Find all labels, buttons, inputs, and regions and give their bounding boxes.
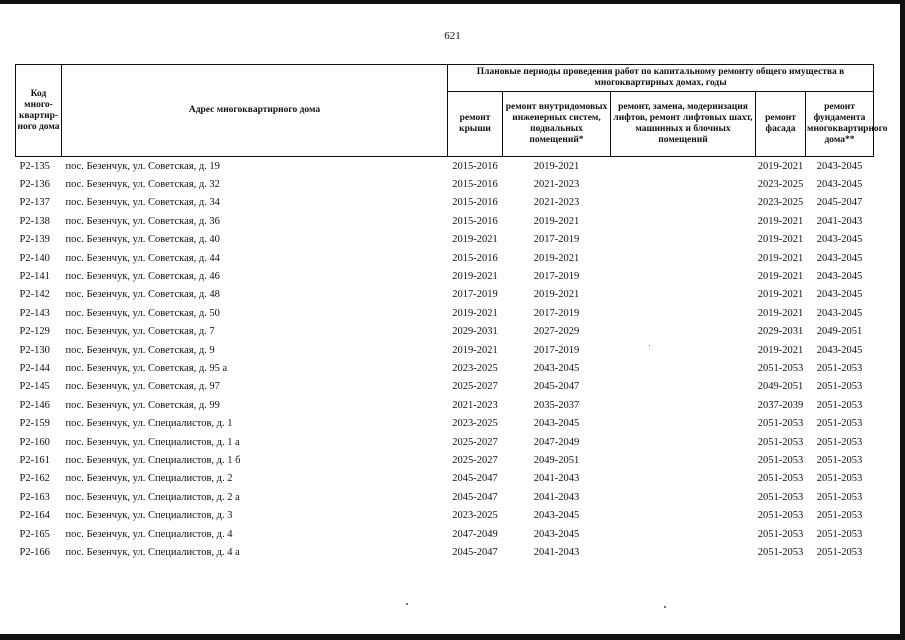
- table-row: [16, 470, 874, 488]
- table-row: [16, 286, 874, 304]
- cell-lifts: [611, 157, 756, 176]
- cell-roof: 2019-2021: [452, 234, 498, 246]
- cell-foundation: 2051-2053: [816, 381, 863, 393]
- cell-systems: 2043-2045: [533, 418, 580, 430]
- cell-address: пос. Безенчук, ул. Советская, д. 97: [65, 381, 220, 393]
- cell-lifts: [611, 433, 756, 451]
- cell-address: пос. Безенчук, ул. Советская, д. 32: [65, 179, 220, 191]
- table-row: [16, 194, 874, 212]
- cell-foundation: 2043-2045: [816, 234, 863, 246]
- cell-roof: 2015-2016: [452, 215, 498, 227]
- cell-facade: 2023-2025: [757, 179, 804, 191]
- cell-foundation: 2049-2051: [816, 326, 863, 338]
- cell-lifts: [611, 175, 756, 193]
- cell-roof: 2019-2021: [452, 271, 498, 283]
- header-code: Код много-квартир-ного дома: [16, 65, 62, 157]
- cell-code: Р2-140: [19, 252, 50, 264]
- cell-roof: 2015-2016: [452, 252, 498, 264]
- table-row: [16, 525, 874, 543]
- table-row: [16, 175, 874, 193]
- cell-facade: 2029-2031: [757, 326, 804, 338]
- cell-code: Р2-142: [19, 289, 50, 301]
- cell-foundation: 2051-2053: [816, 436, 863, 448]
- cell-address: пос. Безенчук, ул. Специалистов, д. 1 б: [65, 454, 241, 466]
- cell-lifts: [611, 212, 756, 230]
- cell-roof: 2019-2021: [452, 344, 498, 356]
- cell-code: Р2-139: [19, 234, 50, 246]
- cell-foundation: 2043-2045: [816, 344, 863, 356]
- table-row: [16, 231, 874, 249]
- cell-systems: 2017-2019: [533, 307, 580, 319]
- cell-facade: 2019-2021: [757, 234, 804, 246]
- cell-roof: 2025-2027: [452, 436, 498, 448]
- cell-systems: 2043-2045: [533, 528, 580, 540]
- table-row: [16, 267, 874, 285]
- cell-address: пос. Безенчук, ул. Советская, д. 50: [65, 307, 220, 319]
- table-row: [16, 506, 874, 524]
- cell-facade: 2051-2053: [757, 454, 804, 466]
- cell-lifts: [611, 267, 756, 285]
- cell-address: пос. Безенчук, ул. Специалистов, д. 1 а: [65, 436, 240, 448]
- cell-facade: 2019-2021: [757, 271, 804, 283]
- cell-lifts: [611, 488, 756, 506]
- cell-foundation: 2051-2053: [816, 473, 863, 485]
- cell-foundation: 2051-2053: [816, 418, 863, 430]
- table-row: [16, 488, 874, 506]
- cell-systems: 2045-2047: [533, 381, 580, 393]
- cell-address: пос. Безенчук, ул. Советская, д. 9: [65, 344, 215, 356]
- cell-facade: 2019-2021: [757, 307, 804, 319]
- header-facade: ремонт фасада: [756, 92, 806, 157]
- cell-code: Р2-135: [19, 160, 50, 172]
- header-roof: ремонт крыши: [448, 92, 503, 157]
- cell-foundation: 2051-2053: [816, 546, 863, 558]
- cell-roof: 2017-2019: [452, 289, 498, 301]
- cell-code: Р2-144: [19, 362, 50, 374]
- cell-systems: 2047-2049: [533, 436, 580, 448]
- cell-code: Р2-159: [19, 418, 50, 430]
- cell-address: пос. Безенчук, ул. Советская, д. 46: [65, 271, 220, 283]
- table-body: [16, 157, 874, 562]
- scan-speck: [406, 603, 408, 605]
- cell-foundation: 2051-2053: [816, 362, 863, 374]
- table-row: [16, 249, 874, 267]
- cell-address: пос. Безенчук, ул. Специалистов, д. 3: [65, 510, 233, 522]
- table-row: [16, 433, 874, 451]
- cell-code: Р2-162: [19, 473, 50, 485]
- cell-address: пос. Безенчук, ул. Специалистов, д. 4 а: [65, 546, 240, 558]
- cell-code: Р2-143: [19, 307, 50, 319]
- cell-lifts: [611, 414, 756, 432]
- cell-systems: 2019-2021: [533, 252, 580, 264]
- cell-lifts: [611, 378, 756, 396]
- cell-facade: 2023-2025: [757, 197, 804, 209]
- cell-code: Р2-145: [19, 381, 50, 393]
- cell-facade: 2049-2051: [757, 381, 804, 393]
- cell-roof: 2045-2047: [452, 491, 498, 503]
- cell-roof: 2023-2025: [452, 418, 498, 430]
- scan-border-right: [900, 0, 905, 640]
- cell-facade: 2051-2053: [757, 418, 804, 430]
- table-row: [16, 304, 874, 322]
- cell-facade: 2019-2021: [757, 252, 804, 264]
- cell-lifts: [611, 396, 756, 414]
- cell-foundation: 2051-2053: [816, 528, 863, 540]
- cell-systems: 2017-2019: [533, 344, 580, 356]
- cell-systems: 2017-2019: [533, 234, 580, 246]
- cell-code: Р2-136: [19, 179, 50, 191]
- cell-roof: 2021-2023: [452, 399, 498, 411]
- table-row: [16, 359, 874, 377]
- cell-code: Р2-161: [19, 454, 50, 466]
- cell-foundation: 2043-2045: [816, 289, 863, 301]
- header-address: Адрес многоквартирного дома: [62, 65, 448, 157]
- cell-lifts: [611, 231, 756, 249]
- cell-code: Р2-137: [19, 197, 50, 209]
- cell-foundation: 2045-2047: [816, 197, 863, 209]
- cell-systems: 2041-2043: [533, 473, 580, 485]
- cell-facade: 2051-2053: [757, 528, 804, 540]
- cell-address: пос. Безенчук, ул. Советская, д. 36: [65, 215, 220, 227]
- cell-systems: 2019-2021: [533, 160, 580, 172]
- cell-facade: 2019-2021: [757, 344, 804, 356]
- cell-roof: 2019-2021: [452, 307, 498, 319]
- cell-address: пос. Безенчук, ул. Советская, д. 95 а: [65, 362, 228, 374]
- cell-roof: 2015-2016: [452, 179, 498, 191]
- table-row: [16, 543, 874, 561]
- cell-lifts: [611, 359, 756, 377]
- cell-address: пос. Безенчук, ул. Специалистов, д. 1: [65, 418, 233, 430]
- cell-facade: 2051-2053: [757, 546, 804, 558]
- scan-speck: [649, 345, 650, 346]
- header-lifts: ремонт, замена, модернизация лифтов, ремонт лифтовых шахт, машинных и блочных помещений: [611, 92, 756, 157]
- table-row: [16, 212, 874, 230]
- cell-facade: 2051-2053: [757, 491, 804, 503]
- cell-facade: 2019-2021: [757, 215, 804, 227]
- cell-address: пос. Безенчук, ул. Советская, д. 40: [65, 234, 220, 246]
- header-periods: Плановые периоды проведения работ по капитальному ремонту общего имущества в многоквартирных домах, годы: [448, 65, 874, 92]
- cell-roof: 2029-2031: [452, 326, 498, 338]
- header-systems: ремонт внутридомовых инженерных систем, подвальных помещений*: [503, 92, 611, 157]
- cell-address: пос. Безенчук, ул. Советская, д. 48: [65, 289, 220, 301]
- cell-foundation: 2051-2053: [816, 399, 863, 411]
- cell-lifts: [611, 286, 756, 304]
- cell-lifts: [611, 341, 756, 359]
- cell-code: Р2-138: [19, 215, 50, 227]
- cell-facade: 2019-2021: [757, 289, 804, 301]
- cell-facade: 2037-2039: [757, 399, 804, 411]
- cell-systems: 2041-2043: [533, 491, 580, 503]
- cell-code: Р2-163: [19, 491, 50, 503]
- cell-systems: 2019-2021: [533, 289, 580, 301]
- cell-lifts: [611, 525, 756, 543]
- cell-lifts: [611, 506, 756, 524]
- table-row: [16, 451, 874, 469]
- scan-border-bottom: [0, 634, 905, 640]
- cell-roof: 2045-2047: [452, 546, 498, 558]
- table-row: [16, 378, 874, 396]
- cell-lifts: [611, 543, 756, 561]
- cell-roof: 2015-2016: [452, 160, 498, 172]
- page-number: 621: [444, 30, 461, 42]
- cell-roof: 2015-2016: [452, 197, 498, 209]
- cell-foundation: 2043-2045: [816, 271, 863, 283]
- cell-code: Р2-166: [19, 546, 50, 558]
- cell-systems: 2021-2023: [533, 179, 580, 191]
- cell-systems: 2035-2037: [533, 399, 580, 411]
- cell-code: Р2-160: [19, 436, 50, 448]
- cell-code: Р2-130: [19, 344, 50, 356]
- cell-systems: 2049-2051: [533, 454, 580, 466]
- cell-foundation: 2043-2045: [816, 179, 863, 191]
- cell-address: пос. Безенчук, ул. Советская, д. 7: [65, 326, 215, 338]
- cell-address: пос. Безенчук, ул. Советская, д. 34: [65, 197, 220, 209]
- cell-lifts: [611, 194, 756, 212]
- scan-border-top: [0, 0, 905, 4]
- scan-speck: [664, 606, 666, 608]
- table-row: [16, 414, 874, 432]
- cell-code: Р2-146: [19, 399, 50, 411]
- cell-lifts: [611, 249, 756, 267]
- cell-code: Р2-141: [19, 271, 50, 283]
- cell-foundation: 2051-2053: [816, 454, 863, 466]
- cell-facade: 2051-2053: [757, 473, 804, 485]
- cell-address: пос. Безенчук, ул. Специалистов, д. 2 а: [65, 491, 240, 503]
- cell-foundation: 2043-2045: [816, 307, 863, 319]
- header-foundation: ремонт фундамента многоквартирного дома**: [806, 92, 874, 157]
- cell-roof: 2025-2027: [452, 454, 498, 466]
- cell-foundation: 2043-2045: [816, 160, 863, 172]
- cell-facade: 2051-2053: [757, 510, 804, 522]
- table-row: [16, 341, 874, 359]
- repair-schedule-table: [15, 64, 888, 562]
- cell-lifts: [611, 304, 756, 322]
- cell-systems: 2019-2021: [533, 215, 580, 227]
- cell-roof: 2023-2025: [452, 362, 498, 374]
- cell-systems: 2041-2043: [533, 546, 580, 558]
- cell-address: пос. Безенчук, ул. Советская, д. 44: [65, 252, 220, 264]
- cell-systems: 2027-2029: [533, 326, 580, 338]
- cell-code: Р2-129: [19, 326, 50, 338]
- cell-roof: 2025-2027: [452, 381, 498, 393]
- cell-address: пос. Безенчук, ул. Специалистов, д. 4: [65, 528, 233, 540]
- cell-facade: 2019-2021: [757, 160, 804, 172]
- cell-roof: 2047-2049: [452, 528, 498, 540]
- cell-roof: 2023-2025: [452, 510, 498, 522]
- cell-systems: 2043-2045: [533, 362, 580, 374]
- cell-systems: 2017-2019: [533, 271, 580, 283]
- cell-systems: 2021-2023: [533, 197, 580, 209]
- cell-facade: 2051-2053: [757, 436, 804, 448]
- cell-address: пос. Безенчук, ул. Специалистов, д. 2: [65, 473, 233, 485]
- cell-code: Р2-164: [19, 510, 50, 522]
- cell-lifts: [611, 323, 756, 341]
- cell-foundation: 2043-2045: [816, 252, 863, 264]
- cell-lifts: [611, 470, 756, 488]
- cell-address: пос. Безенчук, ул. Советская, д. 99: [65, 399, 220, 411]
- cell-foundation: 2051-2053: [816, 491, 863, 503]
- table-row: [16, 323, 874, 341]
- table-row: [16, 157, 874, 176]
- cell-facade: 2051-2053: [757, 362, 804, 374]
- cell-systems: 2043-2045: [533, 510, 580, 522]
- cell-address: пос. Безенчук, ул. Советская, д. 19: [65, 160, 220, 172]
- cell-lifts: [611, 451, 756, 469]
- cell-roof: 2045-2047: [452, 473, 498, 485]
- cell-foundation: 2041-2043: [816, 215, 863, 227]
- cell-code: Р2-165: [19, 528, 50, 540]
- cell-foundation: 2051-2053: [816, 510, 863, 522]
- table-row: [16, 396, 874, 414]
